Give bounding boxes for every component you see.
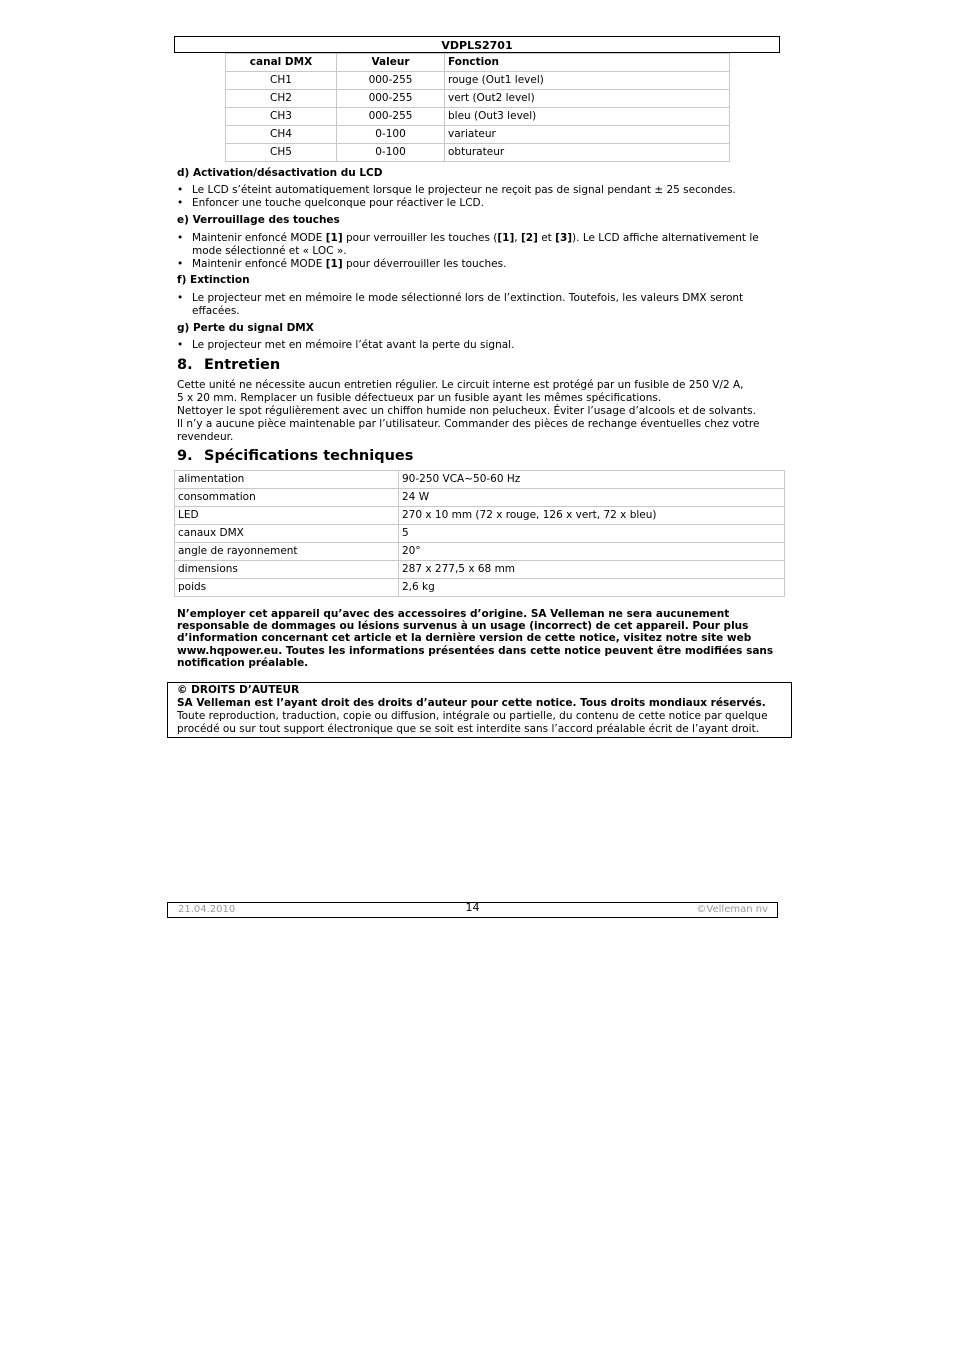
text-line: procédé ou sur tout support électronique que se soit est interdite sans l’accord préalable écrit de l’ayant droit. <box>177 723 760 735</box>
subsection-title-g: g) Perte du signal DMX <box>177 322 314 334</box>
list-item: • Le LCD s’éteint automatiquement lorsque le projecteur ne reçoit pas de signal pendant ± 25 secondes. <box>177 184 777 197</box>
table-cell: variateur <box>445 126 730 144</box>
table-cell: bleu (Out3 level) <box>445 108 730 126</box>
table-row <box>175 543 785 561</box>
table-header-row <box>226 54 730 72</box>
page-footer <box>167 902 778 918</box>
text-line: Toute reproduction, traduction, copie ou diffusion, intégrale ou partielle, du contenu de cette notice par quelque <box>177 710 768 722</box>
list-item <box>177 232 777 258</box>
table-cell: 0-100 <box>337 126 445 144</box>
spec-value: 90-250 VCA~50-60 Hz <box>399 471 785 489</box>
table-row <box>175 489 785 507</box>
text-run: ). Le LCD affiche alternativement le mode sélectionné et « LOC ». <box>192 232 759 257</box>
text-line: Nettoyer le spot régulièrement avec un chiffon humide non pelucheux. Éviter l’usage d’alcools et de solvants. <box>177 405 756 417</box>
spec-value: 5 <box>399 525 785 543</box>
spec-value: 20° <box>399 543 785 561</box>
text-run: Maintenir enfoncé MODE <box>192 232 326 244</box>
list-item: • Le projecteur met en mémoire le mode sélectionné lors de l’extinction. Toutefois, les valeurs DMX seront effacées. <box>177 292 777 318</box>
section-heading-9 <box>177 448 413 464</box>
bullet-list-f <box>177 292 777 318</box>
table-row <box>226 72 730 90</box>
spec-label: angle de rayonnement <box>175 543 399 561</box>
key-label: [1] <box>497 232 515 244</box>
legal-notice <box>177 608 777 669</box>
list-item: • Enfoncer une touche quelconque pour réactiver le LCD. <box>177 197 777 210</box>
spec-label: dimensions <box>175 561 399 579</box>
text-run: , <box>514 232 521 244</box>
section-heading-8 <box>177 357 280 373</box>
list-item <box>177 258 777 271</box>
subsection-title-f: f) Extinction <box>177 274 250 286</box>
copyright-box <box>167 682 792 738</box>
document-model: VDPLS2701 <box>441 39 513 52</box>
text-line: Il n’y a aucune pièce maintenable par l’utilisateur. Commander des pièces de rechange éventuelles chez votre <box>177 418 760 430</box>
section-title: Entretien <box>204 357 281 373</box>
text-run: pour verrouiller les touches ( <box>342 232 498 244</box>
header-box <box>174 36 780 53</box>
specifications-table <box>174 470 785 597</box>
bullet-list-g <box>177 339 777 352</box>
table-row <box>175 471 785 489</box>
spec-label: canaux DMX <box>175 525 399 543</box>
footer-date: 21.04.2010 <box>178 904 236 915</box>
text-run: Maintenir enfoncé MODE <box>192 258 326 270</box>
table-cell: CH1 <box>226 72 337 90</box>
section-number: 8. <box>177 357 193 373</box>
text-line: 5 x 20 mm. Remplacer un fusible défectueux par un fusible ayant les mêmes spécifications. <box>177 392 662 404</box>
text-line: www.hqpower.eu. Toutes les informations présentées dans cette notice peuvent être modifiées sans <box>177 644 774 657</box>
column-header: Fonction <box>445 54 730 72</box>
subsection-title-d: d) Activation/désactivation du LCD <box>177 167 383 179</box>
table-cell: 000-255 <box>337 90 445 108</box>
table-row <box>226 108 730 126</box>
table-cell: CH4 <box>226 126 337 144</box>
key-label: [2] <box>520 232 538 244</box>
spec-value: 270 x 10 mm (72 x rouge, 126 x vert, 72 x bleu) <box>399 507 785 525</box>
maintenance-paragraph <box>177 379 767 444</box>
spec-label: LED <box>175 507 399 525</box>
footer-brand: ©Velleman nv <box>696 904 768 915</box>
table-cell: 000-255 <box>337 108 445 126</box>
table-row <box>175 525 785 543</box>
table-row <box>226 90 730 108</box>
spec-label: poids <box>175 579 399 597</box>
list-item: • Le projecteur met en mémoire l’état avant la perte du signal. <box>177 339 777 352</box>
page-number: 14 <box>465 901 480 914</box>
text-line: revendeur. <box>177 431 234 443</box>
table-row <box>226 126 730 144</box>
dmx-channel-table <box>225 53 730 162</box>
section-title: Spécifications techniques <box>204 448 414 464</box>
table-cell: 000-255 <box>337 72 445 90</box>
copyright-title: © DROITS D’AUTEUR <box>177 684 300 696</box>
spec-value: 2,6 kg <box>399 579 785 597</box>
table-cell: rouge (Out1 level) <box>445 72 730 90</box>
table-cell: obturateur <box>445 144 730 162</box>
key-label: [3] <box>555 232 573 244</box>
text-run: et <box>537 232 556 244</box>
table-cell: vert (Out2 level) <box>445 90 730 108</box>
spec-label: consommation <box>175 489 399 507</box>
table-cell: CH2 <box>226 90 337 108</box>
table-cell: CH3 <box>226 108 337 126</box>
text-line: d’information concernant cet article et la dernière version de cette notice, visitez notre site web <box>177 632 752 645</box>
table-row <box>175 561 785 579</box>
column-header: Valeur <box>337 54 445 72</box>
text-line: N’employer cet appareil qu’avec des accessoires d’origine. SA Velleman ne sera aucunement <box>177 608 730 620</box>
table-row <box>175 579 785 597</box>
text-line: responsable de dommages ou lésions survenus à un usage (incorrect) de cet appareil. Pour plus <box>177 620 749 633</box>
section-number: 9. <box>177 448 193 464</box>
spec-value: 24 W <box>399 489 785 507</box>
spec-label: alimentation <box>175 471 399 489</box>
subsection-title-e: e) Verrouillage des touches <box>177 214 340 226</box>
text-line: Cette unité ne nécessite aucun entretien régulier. Le circuit interne est protégé par un fusible de 250 V/2 A, <box>177 379 744 391</box>
key-label: [1] <box>325 232 343 244</box>
table-cell: 0-100 <box>337 144 445 162</box>
spec-value: 287 x 277,5 x 68 mm <box>399 561 785 579</box>
bullet-list-d <box>177 184 777 210</box>
copyright-statement: SA Velleman est l’ayant droit des droits d’auteur pour cette notice. Tous droits mondiaux réservés. <box>177 697 766 709</box>
table-cell: CH5 <box>226 144 337 162</box>
text-line: notification préalable. <box>177 656 309 669</box>
text-run: pour déverrouiller les touches. <box>342 258 507 270</box>
column-header: canal DMX <box>226 54 337 72</box>
table-row <box>226 144 730 162</box>
table-row <box>175 507 785 525</box>
bullet-list-e <box>177 232 777 271</box>
key-label: [1] <box>325 258 343 270</box>
